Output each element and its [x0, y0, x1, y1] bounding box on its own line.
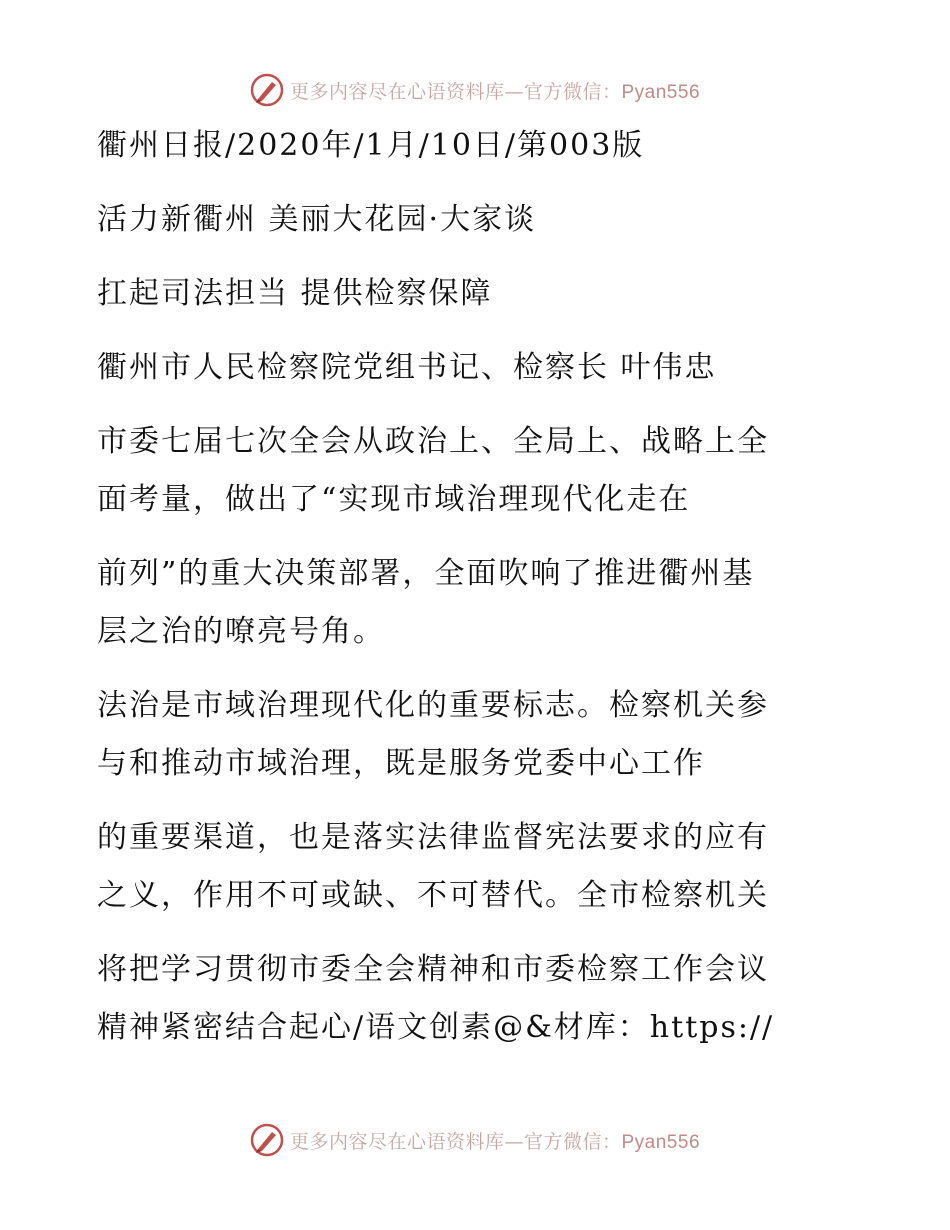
body-line: 面考量，做出了“实现市域治理现代化走在 — [97, 482, 691, 517]
body-line: 层之治的嘹亮号角。 — [97, 614, 385, 649]
body-line: 的重要渠道，也是落实法律监督宪法要求的应有 — [97, 820, 769, 855]
footer-wechat-id: Pyan556 — [621, 1131, 701, 1153]
article-title: 扛起司法担当 提供检察保障 — [97, 276, 493, 311]
body-line: 法治是市域治理现代化的重要标志。检察机关参 — [97, 688, 769, 723]
footer-banner-text: 更多内容尽在心语资料库—官方微信： — [289, 1130, 622, 1153]
pen-logo-icon — [250, 1123, 284, 1157]
body-line: 与和推动市域治理，既是服务党委中心工作 — [97, 746, 705, 781]
pen-logo-icon — [250, 73, 284, 107]
column-title: 活力新衢州 美丽大花园·大家谈 — [97, 202, 537, 237]
author-line: 衢州市人民检察院党组书记、检察长 叶伟忠 — [97, 350, 717, 385]
body-line: 精神紧密结合起心/语文创素@&材库：https:// — [97, 1010, 775, 1045]
body-line: 将把学习贯彻市委全会精神和市委检察工作会议 — [97, 952, 769, 987]
header-watermark-banner — [0, 70, 950, 110]
header-banner-text: 更多内容尽在心语资料库—官方微信： — [289, 80, 622, 103]
dateline: 衢州日报/2020年/1月/10日/第003版 — [97, 128, 645, 163]
body-line: 市委七届七次全会从政治上、全局上、战略上全 — [97, 424, 769, 459]
body-line: 之义，作用不可或缺、不可替代。全市检察机关 — [97, 878, 769, 913]
header-wechat-id: Pyan556 — [621, 81, 701, 103]
footer-watermark-banner — [0, 1120, 950, 1160]
body-line: 前列”的重大决策部署，全面吹响了推进衢州基 — [97, 556, 755, 591]
